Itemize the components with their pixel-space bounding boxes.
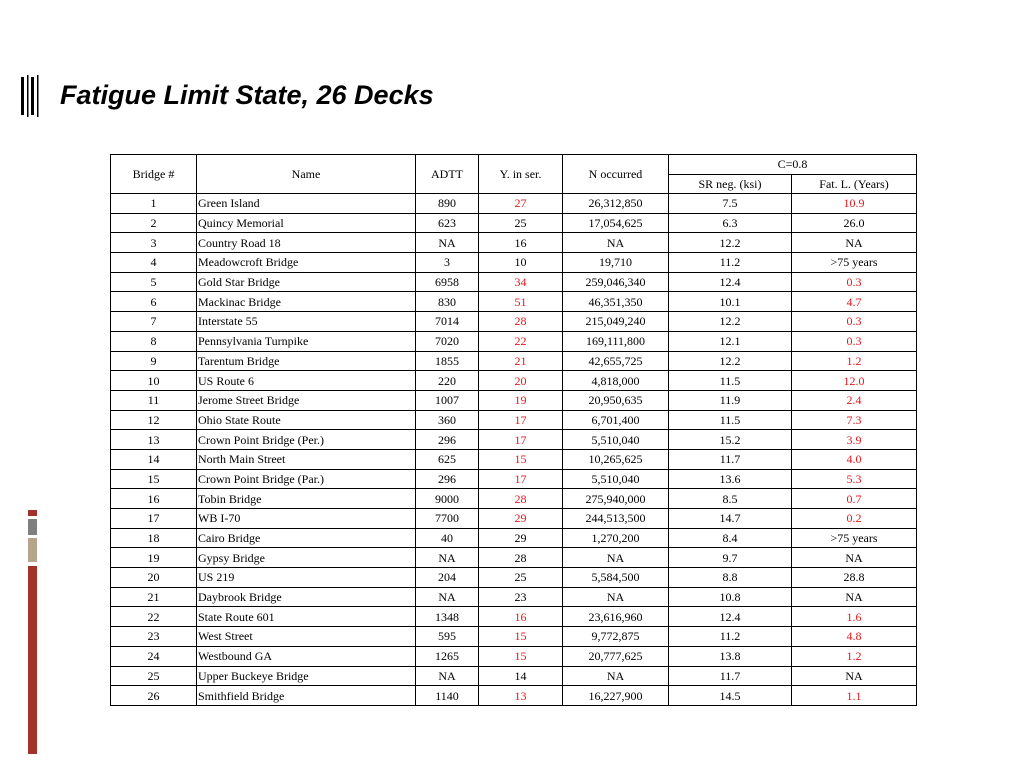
cell-n-occurred: 17,054,625 <box>563 213 669 233</box>
cell-name: North Main Street <box>197 449 416 469</box>
cell-sr-neg: 7.5 <box>669 194 792 214</box>
decorative-bar-red-small <box>28 510 37 516</box>
cell-adtt: 9000 <box>416 489 479 509</box>
cell-fatigue-life: 4.8 <box>792 627 917 647</box>
cell-bridge-number: 18 <box>111 528 197 548</box>
cell-name: State Route 601 <box>197 607 416 627</box>
table-row <box>111 194 917 214</box>
cell-years-in-service: 29 <box>479 528 563 548</box>
cell-adtt: 7700 <box>416 509 479 529</box>
cell-name: Gypsy Bridge <box>197 548 416 568</box>
cell-fatigue-life: NA <box>792 548 917 568</box>
cell-n-occurred: 26,312,850 <box>563 194 669 214</box>
table-row <box>111 627 917 647</box>
cell-name: Quincy Memorial <box>197 213 416 233</box>
cell-adtt: 623 <box>416 213 479 233</box>
cell-years-in-service: 34 <box>479 272 563 292</box>
cell-n-occurred: 215,049,240 <box>563 312 669 332</box>
cell-adtt: 625 <box>416 449 479 469</box>
cell-name: Meadowcroft Bridge <box>197 253 416 273</box>
table-row <box>111 272 917 292</box>
cell-n-occurred: 6,701,400 <box>563 410 669 430</box>
cell-name: Daybrook Bridge <box>197 587 416 607</box>
table-row <box>111 410 917 430</box>
cell-name: Green Island <box>197 194 416 214</box>
cell-fatigue-life: 10.9 <box>792 194 917 214</box>
cell-n-occurred: 10,265,625 <box>563 449 669 469</box>
cell-adtt: 595 <box>416 627 479 647</box>
cell-bridge-number: 23 <box>111 627 197 647</box>
cell-fatigue-life: 28.8 <box>792 568 917 588</box>
cell-adtt: 1265 <box>416 646 479 666</box>
cell-sr-neg: 12.4 <box>669 607 792 627</box>
cell-n-occurred: 20,777,625 <box>563 646 669 666</box>
cell-sr-neg: 12.2 <box>669 233 792 253</box>
cell-name: WB I-70 <box>197 509 416 529</box>
header-group-c: C=0.8 <box>669 155 917 175</box>
cell-sr-neg: 11.5 <box>669 371 792 391</box>
cell-n-occurred: 16,227,900 <box>563 686 669 706</box>
cell-bridge-number: 12 <box>111 410 197 430</box>
decorative-bar-gray <box>28 519 37 535</box>
cell-years-in-service: 17 <box>479 430 563 450</box>
cell-years-in-service: 16 <box>479 233 563 253</box>
cell-n-occurred: 1,270,200 <box>563 528 669 548</box>
cell-name: Tobin Bridge <box>197 489 416 509</box>
cell-fatigue-life: NA <box>792 587 917 607</box>
cell-years-in-service: 17 <box>479 410 563 430</box>
cell-name: Upper Buckeye Bridge <box>197 666 416 686</box>
cell-bridge-number: 2 <box>111 213 197 233</box>
cell-sr-neg: 12.1 <box>669 331 792 351</box>
cell-bridge-number: 21 <box>111 587 197 607</box>
cell-n-occurred: 9,772,875 <box>563 627 669 647</box>
cell-fatigue-life: 0.3 <box>792 312 917 332</box>
header-n-occurred: N occurred <box>563 155 669 194</box>
cell-adtt: 830 <box>416 292 479 312</box>
cell-years-in-service: 20 <box>479 371 563 391</box>
cell-bridge-number: 4 <box>111 253 197 273</box>
header-bridge-number: Bridge # <box>111 155 197 194</box>
cell-fatigue-life: 0.7 <box>792 489 917 509</box>
cell-bridge-number: 25 <box>111 666 197 686</box>
table-row <box>111 449 917 469</box>
cell-sr-neg: 13.8 <box>669 646 792 666</box>
table-row <box>111 666 917 686</box>
cell-n-occurred: NA <box>563 587 669 607</box>
cell-sr-neg: 8.5 <box>669 489 792 509</box>
cell-adtt: 1348 <box>416 607 479 627</box>
cell-name: West Street <box>197 627 416 647</box>
table-row <box>111 509 917 529</box>
table-row <box>111 548 917 568</box>
cell-name: Country Road 18 <box>197 233 416 253</box>
header-sr-neg: SR neg. (ksi) <box>669 174 792 194</box>
cell-bridge-number: 15 <box>111 469 197 489</box>
cell-adtt: 3 <box>416 253 479 273</box>
cell-fatigue-life: 0.3 <box>792 331 917 351</box>
cell-name: Gold Star Bridge <box>197 272 416 292</box>
cell-fatigue-life: NA <box>792 233 917 253</box>
cell-bridge-number: 26 <box>111 686 197 706</box>
cell-adtt: 40 <box>416 528 479 548</box>
table-row <box>111 430 917 450</box>
cell-n-occurred: 20,950,635 <box>563 390 669 410</box>
cell-n-occurred: NA <box>563 233 669 253</box>
cell-adtt: 6958 <box>416 272 479 292</box>
cell-years-in-service: 10 <box>479 253 563 273</box>
cell-bridge-number: 3 <box>111 233 197 253</box>
cell-years-in-service: 28 <box>479 489 563 509</box>
table-row <box>111 312 917 332</box>
cell-bridge-number: 13 <box>111 430 197 450</box>
cell-years-in-service: 14 <box>479 666 563 686</box>
cell-years-in-service: 13 <box>479 686 563 706</box>
cell-sr-neg: 12.4 <box>669 272 792 292</box>
cell-years-in-service: 51 <box>479 292 563 312</box>
cell-years-in-service: 28 <box>479 312 563 332</box>
table-row <box>111 686 917 706</box>
decorative-bar-red-long <box>28 566 37 754</box>
cell-sr-neg: 14.5 <box>669 686 792 706</box>
cell-fatigue-life: 1.6 <box>792 607 917 627</box>
cell-adtt: 1855 <box>416 351 479 371</box>
cell-sr-neg: 12.2 <box>669 312 792 332</box>
table-row <box>111 528 917 548</box>
title-bullet-icon <box>21 75 43 117</box>
cell-name: Pennsylvania Turnpike <box>197 331 416 351</box>
table-row <box>111 568 917 588</box>
cell-name: Crown Point Bridge (Par.) <box>197 469 416 489</box>
cell-adtt: 296 <box>416 430 479 450</box>
cell-name: US Route 6 <box>197 371 416 391</box>
table-row <box>111 351 917 371</box>
cell-name: Cairo Bridge <box>197 528 416 548</box>
table-body <box>111 194 917 706</box>
cell-fatigue-life: NA <box>792 666 917 686</box>
cell-bridge-number: 16 <box>111 489 197 509</box>
cell-sr-neg: 11.7 <box>669 449 792 469</box>
cell-name: Tarentum Bridge <box>197 351 416 371</box>
table-row <box>111 331 917 351</box>
decorative-bar-tan <box>28 538 37 562</box>
cell-sr-neg: 8.8 <box>669 568 792 588</box>
header-adtt: ADTT <box>416 155 479 194</box>
cell-n-occurred: NA <box>563 548 669 568</box>
table-row <box>111 213 917 233</box>
cell-sr-neg: 14.7 <box>669 509 792 529</box>
cell-years-in-service: 28 <box>479 548 563 568</box>
cell-years-in-service: 15 <box>479 627 563 647</box>
cell-adtt: 7014 <box>416 312 479 332</box>
cell-bridge-number: 17 <box>111 509 197 529</box>
cell-name: US 219 <box>197 568 416 588</box>
cell-n-occurred: 259,046,340 <box>563 272 669 292</box>
cell-bridge-number: 19 <box>111 548 197 568</box>
cell-sr-neg: 13.6 <box>669 469 792 489</box>
cell-n-occurred: 5,510,040 <box>563 430 669 450</box>
cell-bridge-number: 11 <box>111 390 197 410</box>
table-row <box>111 371 917 391</box>
cell-sr-neg: 11.2 <box>669 253 792 273</box>
cell-adtt: 890 <box>416 194 479 214</box>
cell-name: Mackinac Bridge <box>197 292 416 312</box>
header-name: Name <box>197 155 416 194</box>
cell-years-in-service: 16 <box>479 607 563 627</box>
cell-bridge-number: 6 <box>111 292 197 312</box>
cell-name: Smithfield Bridge <box>197 686 416 706</box>
cell-adtt: 220 <box>416 371 479 391</box>
cell-fatigue-life: 7.3 <box>792 410 917 430</box>
cell-n-occurred: 5,510,040 <box>563 469 669 489</box>
cell-fatigue-life: 1.2 <box>792 646 917 666</box>
cell-years-in-service: 27 <box>479 194 563 214</box>
cell-name: Westbound GA <box>197 646 416 666</box>
cell-n-occurred: 46,351,350 <box>563 292 669 312</box>
cell-n-occurred: 275,940,000 <box>563 489 669 509</box>
cell-n-occurred: 4,818,000 <box>563 371 669 391</box>
cell-adtt: NA <box>416 548 479 568</box>
cell-sr-neg: 9.7 <box>669 548 792 568</box>
cell-years-in-service: 21 <box>479 351 563 371</box>
cell-sr-neg: 11.2 <box>669 627 792 647</box>
cell-fatigue-life: >75 years <box>792 528 917 548</box>
cell-adtt: 204 <box>416 568 479 588</box>
cell-n-occurred: 19,710 <box>563 253 669 273</box>
cell-adtt: 1140 <box>416 686 479 706</box>
table-row <box>111 253 917 273</box>
cell-years-in-service: 25 <box>479 568 563 588</box>
table-row <box>111 390 917 410</box>
cell-n-occurred: 169,111,800 <box>563 331 669 351</box>
header-fatigue-life: Fat. L. (Years) <box>792 174 917 194</box>
cell-fatigue-life: 4.0 <box>792 449 917 469</box>
cell-n-occurred: 42,655,725 <box>563 351 669 371</box>
cell-bridge-number: 20 <box>111 568 197 588</box>
cell-name: Ohio State Route <box>197 410 416 430</box>
cell-adtt: 1007 <box>416 390 479 410</box>
slide-title: Fatigue Limit State, 26 Decks <box>60 80 434 110</box>
table-row <box>111 489 917 509</box>
cell-bridge-number: 1 <box>111 194 197 214</box>
cell-fatigue-life: 2.4 <box>792 390 917 410</box>
table-row <box>111 292 917 312</box>
cell-n-occurred: NA <box>563 666 669 686</box>
cell-years-in-service: 29 <box>479 509 563 529</box>
cell-bridge-number: 10 <box>111 371 197 391</box>
cell-years-in-service: 19 <box>479 390 563 410</box>
table-row <box>111 469 917 489</box>
cell-name: Crown Point Bridge (Per.) <box>197 430 416 450</box>
cell-adtt: 296 <box>416 469 479 489</box>
cell-years-in-service: 15 <box>479 449 563 469</box>
cell-fatigue-life: 3.9 <box>792 430 917 450</box>
cell-sr-neg: 11.7 <box>669 666 792 686</box>
table-row <box>111 587 917 607</box>
cell-fatigue-life: 5.3 <box>792 469 917 489</box>
table-row <box>111 607 917 627</box>
cell-fatigue-life: 0.3 <box>792 272 917 292</box>
cell-n-occurred: 244,513,500 <box>563 509 669 529</box>
cell-bridge-number: 24 <box>111 646 197 666</box>
cell-n-occurred: 23,616,960 <box>563 607 669 627</box>
table-header <box>111 155 917 194</box>
cell-adtt: 7020 <box>416 331 479 351</box>
cell-bridge-number: 8 <box>111 331 197 351</box>
fatigue-table <box>110 154 917 706</box>
cell-bridge-number: 7 <box>111 312 197 332</box>
table-row <box>111 233 917 253</box>
cell-sr-neg: 11.9 <box>669 390 792 410</box>
cell-years-in-service: 15 <box>479 646 563 666</box>
cell-sr-neg: 12.2 <box>669 351 792 371</box>
cell-name: Jerome Street Bridge <box>197 390 416 410</box>
header-years-in-service: Y. in ser. <box>479 155 563 194</box>
cell-sr-neg: 11.5 <box>669 410 792 430</box>
cell-adtt: 360 <box>416 410 479 430</box>
cell-years-in-service: 25 <box>479 213 563 233</box>
cell-fatigue-life: >75 years <box>792 253 917 273</box>
cell-name: Interstate 55 <box>197 312 416 332</box>
cell-fatigue-life: 1.2 <box>792 351 917 371</box>
cell-fatigue-life: 0.2 <box>792 509 917 529</box>
cell-sr-neg: 10.1 <box>669 292 792 312</box>
table-row <box>111 646 917 666</box>
cell-sr-neg: 6.3 <box>669 213 792 233</box>
cell-bridge-number: 14 <box>111 449 197 469</box>
cell-fatigue-life: 26.0 <box>792 213 917 233</box>
cell-bridge-number: 22 <box>111 607 197 627</box>
cell-years-in-service: 22 <box>479 331 563 351</box>
cell-adtt: NA <box>416 587 479 607</box>
cell-sr-neg: 10.8 <box>669 587 792 607</box>
cell-sr-neg: 15.2 <box>669 430 792 450</box>
cell-fatigue-life: 12.0 <box>792 371 917 391</box>
cell-sr-neg: 8.4 <box>669 528 792 548</box>
cell-bridge-number: 5 <box>111 272 197 292</box>
cell-years-in-service: 23 <box>479 587 563 607</box>
cell-adtt: NA <box>416 233 479 253</box>
cell-bridge-number: 9 <box>111 351 197 371</box>
cell-fatigue-life: 4.7 <box>792 292 917 312</box>
cell-n-occurred: 5,584,500 <box>563 568 669 588</box>
cell-adtt: NA <box>416 666 479 686</box>
cell-years-in-service: 17 <box>479 469 563 489</box>
cell-fatigue-life: 1.1 <box>792 686 917 706</box>
